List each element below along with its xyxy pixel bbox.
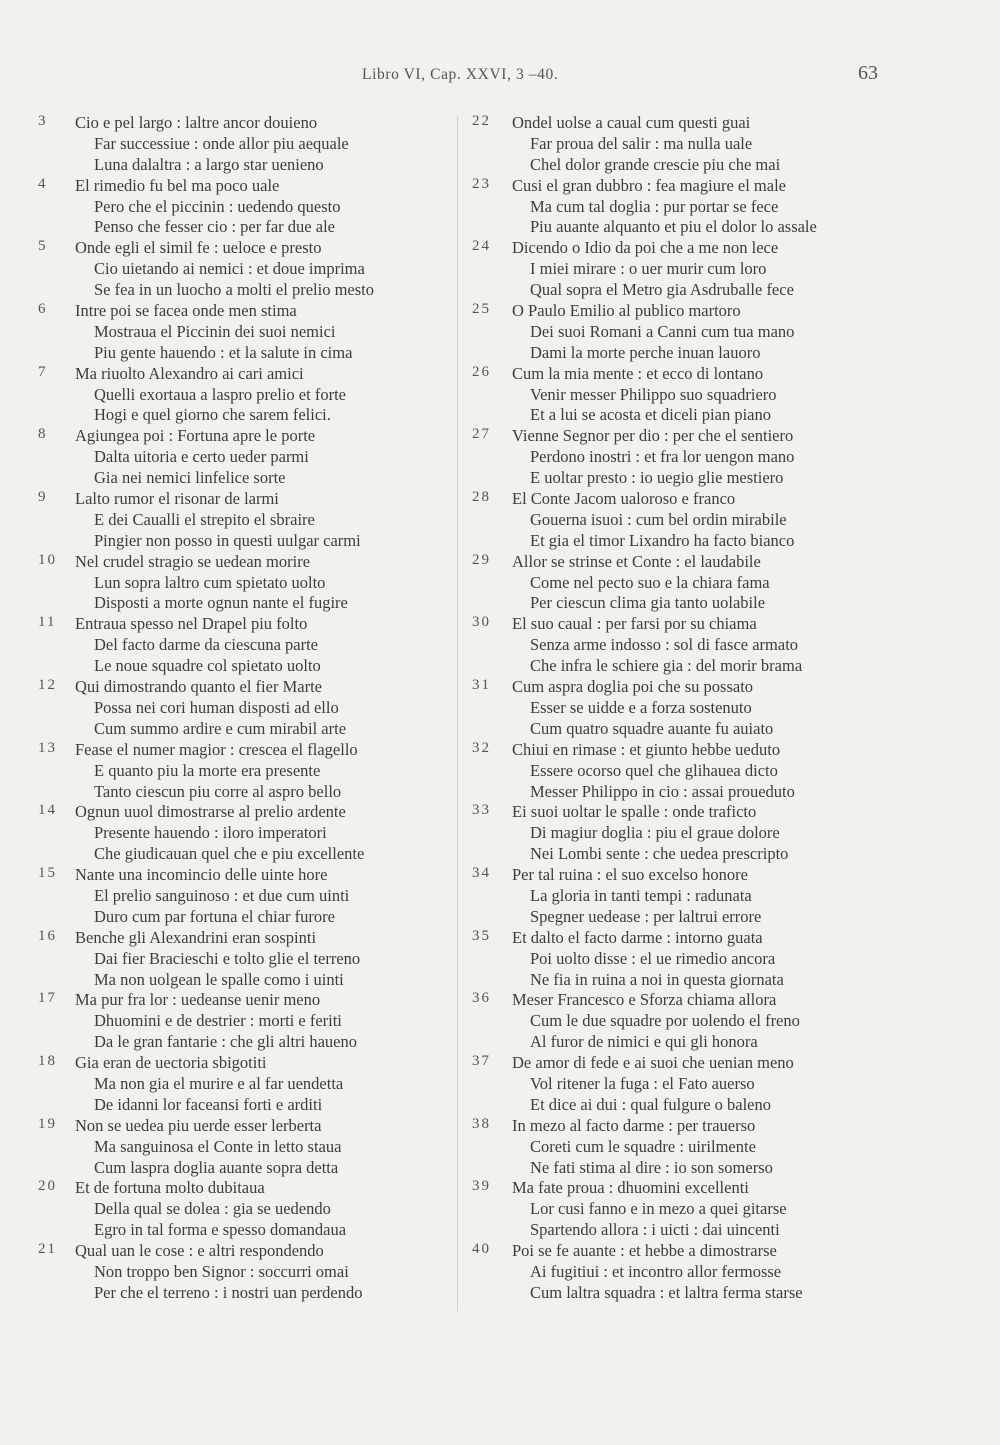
stanza-number: 29 bbox=[472, 551, 491, 568]
stanza-number: 3 bbox=[38, 113, 48, 129]
verse-line: Perdono inostri : et fra lor uengon mano bbox=[530, 447, 795, 467]
stanza-number: 9 bbox=[38, 489, 48, 506]
verse-line: Et de fortuna molto dubitaua bbox=[75, 1178, 265, 1198]
stanza-number: 4 bbox=[38, 175, 48, 192]
verse-line: Poi uolto disse : el ue rimedio ancora bbox=[530, 948, 776, 968]
verse-line: Meser Francesco e Sforza chiama allora bbox=[512, 990, 777, 1010]
verse-line: El rimedio fu bel ma poco uale bbox=[75, 175, 280, 195]
stanza-number: 17 bbox=[38, 990, 57, 1007]
stanza-number: 18 bbox=[38, 1053, 57, 1070]
verse-line: Vol ritener la fuga : el Fato auerso bbox=[530, 1073, 755, 1093]
verse-line: El prelio sanguinoso : et due cum uinti bbox=[94, 885, 350, 905]
verse-line: Cum laspra doglia auante sopra detta bbox=[94, 1157, 339, 1177]
stanza-number: 14 bbox=[38, 802, 57, 819]
stanza bbox=[472, 740, 892, 803]
verse-line: Del facto darme da ciescuna parte bbox=[94, 635, 318, 655]
verse-line: Dei suoi Romani a Canni cum tua mano bbox=[530, 321, 795, 341]
verse-line: Entraua spesso nel Drapel piu folto bbox=[75, 614, 308, 634]
verse-line: Al furor de nimici e qui gli honora bbox=[530, 1032, 758, 1052]
stanza-number: 30 bbox=[472, 614, 491, 631]
verse-line: Qual uan le cose : e altri respondendo bbox=[75, 1241, 324, 1261]
verse-line: I miei mirare : o uer murir cum loro bbox=[530, 259, 767, 279]
verse-line: Far proua del salir : ma nulla uale bbox=[530, 133, 753, 153]
verse-line: Cum summo ardire e cum mirabil arte bbox=[94, 718, 347, 738]
stanza bbox=[38, 1241, 450, 1304]
verse-line: Spegner uedease : per laltrui errore bbox=[530, 906, 762, 926]
stanza-number: 31 bbox=[472, 677, 491, 694]
stanza-number: 22 bbox=[472, 113, 491, 129]
verse-line: De idanni lor faceansi forti e arditi bbox=[94, 1094, 323, 1114]
verse-line: Nel crudel stragio se uedean morire bbox=[75, 551, 311, 571]
verse-line: Cio e pel largo : laltre ancor douieno bbox=[75, 113, 318, 132]
verse-line: Spartendo allora : i uicti : dai uincenti bbox=[530, 1220, 780, 1240]
stanza-number: 21 bbox=[38, 1241, 57, 1258]
stanza bbox=[38, 364, 450, 427]
stanza bbox=[38, 802, 450, 865]
verse-line: Ne fia in ruina a noi in questa giornata bbox=[530, 969, 784, 989]
verse-line: Gouerna isuoi : cum bel ordin mirabile bbox=[530, 509, 787, 529]
verse-line: Hogi e quel giorno che sarem felici. bbox=[94, 405, 331, 425]
verse-line: Cusi el gran dubbro : fea magiure el male bbox=[512, 175, 786, 195]
verse-line: Per tal ruina : el suo excelso honore bbox=[512, 865, 748, 885]
verse-line: Nei Lombi sente : che uedea prescripto bbox=[530, 844, 789, 864]
verse-line: Che giudicauan quel che e piu excellente bbox=[94, 844, 365, 864]
stanza-number: 24 bbox=[472, 238, 491, 255]
stanza bbox=[38, 552, 450, 615]
verse-line: Ne fati stima al dire : io son somerso bbox=[530, 1157, 773, 1177]
verse-line: Cum quatro squadre auante fu auiato bbox=[530, 718, 774, 738]
stanza bbox=[472, 677, 892, 740]
stanza bbox=[38, 928, 450, 991]
stanza bbox=[472, 552, 892, 615]
verse-line: Dami la morte perche inuan lauoro bbox=[530, 342, 761, 362]
stanza bbox=[472, 238, 892, 301]
stanza bbox=[472, 865, 892, 928]
stanza-number: 39 bbox=[472, 1178, 491, 1195]
page-number: 63 bbox=[858, 62, 878, 84]
verse-line: Piu gente hauendo : et la salute in cima bbox=[94, 342, 353, 362]
stanza-number: 36 bbox=[472, 990, 491, 1007]
verse-line: Cio uietando ai nemici : et doue imprima bbox=[94, 259, 365, 279]
stanza bbox=[472, 113, 892, 176]
column-divider bbox=[457, 116, 458, 1311]
verse-line: Dalta uitoria e certo ueder parmi bbox=[94, 447, 309, 467]
verse-line: Ma riuolto Alexandro ai cari amici bbox=[75, 363, 304, 383]
stanza bbox=[472, 928, 892, 991]
stanza-number: 40 bbox=[472, 1241, 491, 1258]
stanza bbox=[472, 614, 892, 677]
verse-line: Ondel uolse a caual cum questi guai bbox=[512, 113, 751, 132]
verse-line: De amor di fede e ai suoi che uenian meno bbox=[512, 1053, 794, 1073]
verse-line: Che infra le schiere gia : del morir brama bbox=[530, 656, 803, 676]
stanza bbox=[38, 990, 450, 1053]
stanza-number: 37 bbox=[472, 1053, 491, 1070]
verse-line: Onde egli el simil fe : ueloce e presto bbox=[75, 238, 322, 258]
verse-line: O Paulo Emilio al publico martoro bbox=[512, 301, 741, 321]
stanza-number: 10 bbox=[38, 551, 57, 568]
stanza-number: 5 bbox=[38, 238, 48, 255]
stanza bbox=[38, 113, 450, 176]
right-column bbox=[472, 113, 892, 1304]
verse-line: Dai fier Bracieschi e tolto glie el terreno bbox=[94, 948, 361, 968]
verse-line: Mostraua el Piccinin dei suoi nemici bbox=[94, 321, 336, 341]
stanza-number: 16 bbox=[38, 927, 57, 944]
stanza-number: 38 bbox=[472, 1115, 491, 1132]
stanza-number: 34 bbox=[472, 865, 491, 882]
stanza-number: 27 bbox=[472, 426, 491, 443]
stanza-number: 32 bbox=[472, 739, 491, 756]
verse-line: El Conte Jacom ualoroso e franco bbox=[512, 489, 736, 509]
verse-line: Gia eran de uectoria sbigotiti bbox=[75, 1053, 267, 1073]
verse-line: Disposti a morte ognun nante el fugire bbox=[94, 593, 348, 613]
verse-line: In mezo al facto darme : per trauerso bbox=[512, 1115, 756, 1135]
verse-line: Coreti cum le squadre : uirilmente bbox=[530, 1136, 756, 1156]
verse-line: Nante una incomincio delle uinte hore bbox=[75, 865, 328, 885]
stanza bbox=[38, 614, 450, 677]
verse-line: Et dalto el facto darme : intorno guata bbox=[512, 927, 763, 947]
stanza-number: 8 bbox=[38, 426, 48, 443]
stanza bbox=[472, 176, 892, 239]
verse-line: Pingier non posso in questi uulgar carmi bbox=[94, 530, 361, 550]
stanza bbox=[472, 1178, 892, 1241]
verse-line: Qui dimostrando quanto el fier Marte bbox=[75, 677, 322, 697]
verse-line: E dei Caualli el strepito el sbraire bbox=[94, 509, 315, 529]
stanza-number: 33 bbox=[472, 802, 491, 819]
page-header bbox=[0, 62, 1000, 94]
verse-line: Et dice ai dui : qual fulgure o baleno bbox=[530, 1094, 772, 1114]
verse-line: Messer Philippo in cio : assai proueduto bbox=[530, 781, 795, 801]
verse-line: Senza arme indosso : sol di fasce armato bbox=[530, 635, 799, 655]
verse-line: Ma pur fra lor : uedeanse uenir meno bbox=[75, 990, 321, 1010]
verse-line: Chel dolor grande crescie piu che mai bbox=[530, 154, 781, 174]
verse-line: Ma fate proua : dhuomini excellenti bbox=[512, 1178, 749, 1198]
stanza bbox=[472, 426, 892, 489]
verse-line: Penso che fesser cio : per far due ale bbox=[94, 217, 335, 237]
verse-line: Per che el terreno : i nostri uan perdendo bbox=[94, 1282, 363, 1302]
verse-line: E uoltar presto : io uegio glie mestiero bbox=[530, 468, 784, 488]
stanza bbox=[38, 1178, 450, 1241]
verse-line: Essere ocorso quel che glihauea dicto bbox=[530, 760, 778, 780]
verse-line: Da le gran fantarie : che gli altri haueno bbox=[94, 1032, 357, 1052]
verse-line: Duro cum par fortuna el chiar furore bbox=[94, 906, 335, 926]
verse-line: Tanto ciescun piu corre al aspro bello bbox=[94, 781, 342, 801]
stanza bbox=[38, 865, 450, 928]
verse-line: Chiui en rimase : et giunto hebbe ueduto bbox=[512, 739, 781, 759]
verse-line: Per ciescun clima gia tanto uolabile bbox=[530, 593, 766, 613]
verse-line: Di magiur doglia : piu el graue dolore bbox=[530, 823, 780, 843]
left-column bbox=[38, 113, 450, 1304]
verse-line: Dhuomini e de destrier : morti e feriti bbox=[94, 1011, 342, 1031]
stanza-number: 28 bbox=[472, 489, 491, 506]
verse-line: Egro in tal forma e spesso domandaua bbox=[94, 1220, 347, 1240]
stanza-number: 25 bbox=[472, 301, 491, 318]
verse-line: Venir messer Philippo suo squadriero bbox=[530, 384, 777, 404]
stanza bbox=[472, 1053, 892, 1116]
verse-line: Presente hauendo : iloro imperatori bbox=[94, 823, 327, 843]
verse-line: Dicendo o Idio da poi che a me non lece bbox=[512, 238, 779, 258]
verse-line: Non troppo ben Signor : soccurri omai bbox=[94, 1261, 349, 1281]
verse-line: Intre poi se facea onde men stima bbox=[75, 301, 297, 321]
running-head: Libro VI, Cap. XXVI, 3 –40. bbox=[362, 66, 559, 83]
stanza bbox=[472, 802, 892, 865]
verse-line: Lalto rumor el risonar de larmi bbox=[75, 489, 279, 509]
verse-line: Come nel pecto suo e la chiara fama bbox=[530, 572, 770, 592]
verse-line: Ma cum tal doglia : pur portar se fece bbox=[530, 196, 779, 216]
stanza bbox=[38, 1053, 450, 1116]
stanza-number: 7 bbox=[38, 363, 48, 380]
stanza-number: 35 bbox=[472, 927, 491, 944]
verse-line: El suo caual : per farsi por su chiama bbox=[512, 614, 757, 634]
verse-line: Benche gli Alexandrini eran sospinti bbox=[75, 927, 317, 947]
verse-line: Se fea in un luocho a molti el prelio mesto bbox=[94, 280, 374, 300]
stanza-number: 23 bbox=[472, 175, 491, 192]
verse-line: Cum le due squadre por uolendo el freno bbox=[530, 1011, 800, 1031]
verse-line: Ma non gia el murire e al far uendetta bbox=[94, 1073, 344, 1093]
verse-line: Et gia el timor Lixandro ha facto bianco bbox=[530, 530, 795, 550]
stanza bbox=[38, 677, 450, 740]
verse-line: Cum la mia mente : et ecco di lontano bbox=[512, 363, 764, 383]
stanza-number: 6 bbox=[38, 301, 48, 318]
verse-line: Esser se uidde e a forza sostenuto bbox=[530, 697, 752, 717]
stanza bbox=[38, 301, 450, 364]
stanza bbox=[38, 426, 450, 489]
stanza-number: 12 bbox=[38, 677, 57, 694]
verse-line: Possa nei cori human disposti ad ello bbox=[94, 697, 339, 717]
verse-line: Ma non uolgean le spalle como i uinti bbox=[94, 969, 344, 989]
verse-line: La gloria in tanti tempi : radunata bbox=[530, 885, 752, 905]
verse-line: Allor se strinse et Conte : el laudabile bbox=[512, 551, 761, 571]
stanza bbox=[38, 176, 450, 239]
stanza bbox=[38, 489, 450, 552]
verse-line: Ma sanguinosa el Conte in letto staua bbox=[94, 1136, 342, 1156]
verse-line: Ei suoi uoltar le spalle : onde traficto bbox=[512, 802, 757, 822]
stanza bbox=[472, 364, 892, 427]
verse-line: Quelli exortaua a laspro prelio et forte bbox=[94, 384, 346, 404]
verse-line: Cum aspra doglia poi che su possato bbox=[512, 677, 754, 697]
verse-line: Piu auante alquanto et piu el dolor lo assale bbox=[530, 217, 817, 237]
verse-line: Della qual se dolea : gia se uedendo bbox=[94, 1199, 331, 1219]
verse-line: Fease el numer magior : crescea el flagello bbox=[75, 739, 358, 759]
stanza-number: 13 bbox=[38, 739, 57, 756]
verse-line: Et a lui se acosta et diceli pian piano bbox=[530, 405, 771, 425]
stanza bbox=[472, 1241, 892, 1304]
stanza-number: 19 bbox=[38, 1115, 57, 1132]
stanza bbox=[472, 1116, 892, 1179]
verse-line: Vienne Segnor per dio : per che el sentiero bbox=[512, 426, 794, 446]
stanza bbox=[38, 238, 450, 301]
verse-line: E quanto piu la morte era presente bbox=[94, 760, 321, 780]
stanza bbox=[38, 1116, 450, 1179]
verse-line: Le noue squadre col spietato uolto bbox=[94, 656, 321, 676]
stanza-number: 11 bbox=[38, 614, 57, 631]
verse-line: Cum laltra squadra : et laltra ferma starse bbox=[530, 1282, 803, 1302]
verse-line: Ognun uuol dimostrarse al prelio ardente bbox=[75, 802, 346, 822]
verse-line: Luna dalaltra : a largo star uenieno bbox=[94, 154, 324, 174]
verse-line: Poi se fe auante : et hebbe a dimostrarse bbox=[512, 1241, 777, 1261]
stanza bbox=[472, 301, 892, 364]
verse-line: Ai fugitiui : et incontro allor fermosse bbox=[530, 1261, 782, 1281]
verse-line: Non se uedea piu uerde esser lerberta bbox=[75, 1115, 322, 1135]
verse-line: Agiungea poi : Fortuna apre le porte bbox=[75, 426, 316, 446]
stanza bbox=[472, 489, 892, 552]
verse-line: Lun sopra laltro cum spietato uolto bbox=[94, 572, 326, 592]
verse-line: Pero che el piccinin : uedendo questo bbox=[94, 196, 341, 216]
verse-line: Lor cusi fanno e in mezo a quei gitarse bbox=[530, 1199, 787, 1219]
stanza-number: 26 bbox=[472, 363, 491, 380]
stanza-number: 15 bbox=[38, 865, 57, 882]
stanza bbox=[472, 990, 892, 1053]
verse-line: Far successiue : onde allor piu aequale bbox=[94, 133, 349, 153]
stanza bbox=[38, 740, 450, 803]
verse-line: Qual sopra el Metro gia Asdruballe fece bbox=[530, 280, 794, 300]
verse-line: Gia nei nemici linfelice sorte bbox=[94, 468, 286, 488]
stanza-number: 20 bbox=[38, 1178, 57, 1195]
